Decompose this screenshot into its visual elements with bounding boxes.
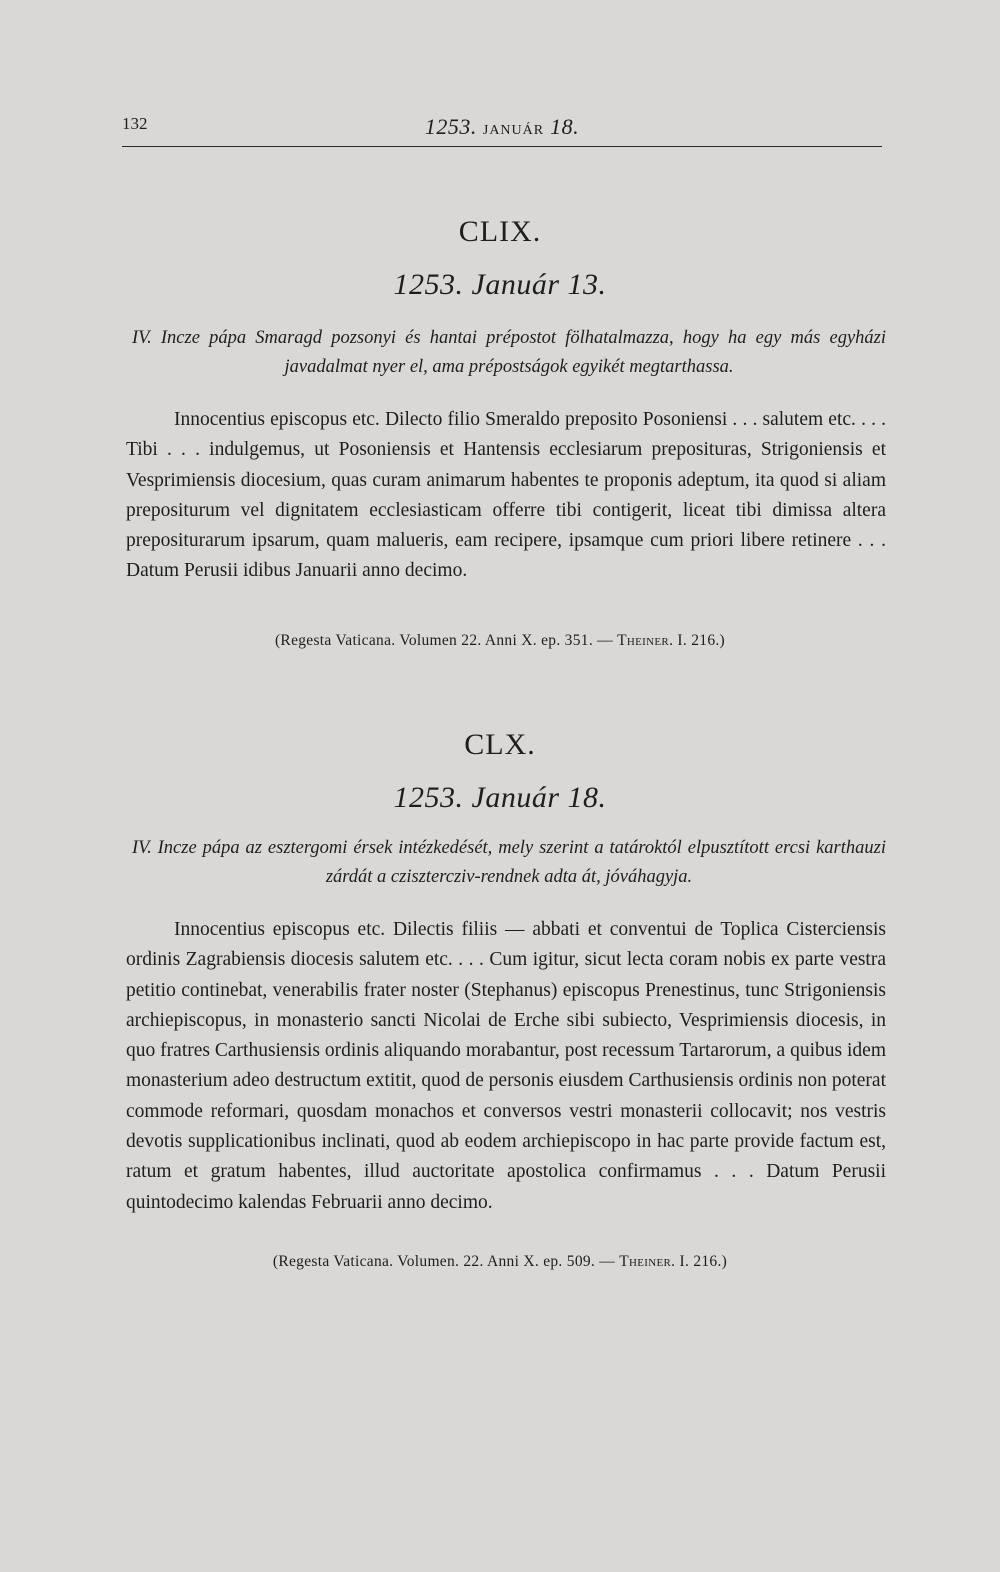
document-number: CLX.	[464, 728, 536, 761]
document-date: 1253. Január 13.	[393, 268, 607, 301]
running-title	[122, 114, 882, 140]
source-author: Theiner	[617, 632, 670, 649]
running-title-year: 1253.	[424, 114, 477, 139]
document-text	[126, 405, 886, 587]
source-citation: (Regesta Vaticana. Volumen. 22. Anni X. ep. 509. — Theiner. I. 216.)	[272, 1253, 728, 1270]
document-summary: IV. Incze pápa az esztergomi érsek intézkedését, mely szerint a tatároktól elpusztított ercsi karthauzi zárdát a czisztercziv-rendnek adta át, jóváhagyja.	[132, 838, 886, 887]
running-title-day: 18.	[550, 114, 580, 139]
running-title-month: JANUÁR	[482, 123, 545, 138]
source-citation: (Regesta Vaticana. Volumen 22. Anni X. ep. 351. — Theiner. I. 216.)	[274, 632, 726, 649]
document-summary: IV. Incze pápa Smaragd pozsonyi és hantai prépostot fölhatalmazza, hogy ha egy más egyházi javadalmat nyer el, ama prépostságok egyikét megtarthassa.	[132, 328, 886, 377]
document-number: CLIX.	[458, 215, 542, 248]
document-date: 1253. Január 18.	[393, 781, 607, 814]
running-head	[122, 112, 882, 147]
document-text-content: Innocentius episcopus etc. Dilecto filio Smeraldo preposito Posoniensi . . . salutem etc. . . . Tibi . . . indulgemus, ut Posoniensis et Hantensis ecclesiarum preposituras, Strigoniensis et Vesprimiensis diocesium, quas curam animarum habentes te proponis adeptum, ita quod si aliam prepositurum vel dignitatem ecclesiasticam offerre tibi contigerit, liceat tibi dimissa altera prepositurarum ipsarum, quam malueris, eam recipere, ipsamque cum priori libere retinere . . . Datum Perusii idibus Januarii anno decimo.	[126, 409, 886, 582]
page-number: 132	[122, 114, 148, 133]
source-author: Theiner	[619, 1253, 672, 1270]
document-text-content: Innocentius episcopus etc. Dilectis filiis — abbati et conventui de Toplica Cisterciensis ordinis Zagrabiensis diocesis salutem etc. . . . Cum igitur, sicut lecta coram nobis ex parte vestra petitio continebat, venerabilis frater noster (Stephanus) episcopus Prenestinus, tunc Strigoniensis archiepiscopus, in monasterio sancti Nicolai de Erche sibi subiecto, Vesprimiensis diocesis, in quo fratres Carthusiensis ordinis aliquando morabantur, post recessum Tartarorum, a quibus idem monasterium adeo destructum extitit, quod de personis eiusdem Carthusiensis ordinis non poterat commode reformari, quosdam monachos et conversos vestri monasterii collocavit; nos vestris devotis supplicationibus inclinati, quod ab eodem archiepiscopo in hac parte provide factum est, ratum et gratum habentes, illud auctoritate apostolica confirmamus . . . Datum Perusii quintodecimo kalendas Februarii anno decimo.	[126, 919, 886, 1213]
document-text	[126, 915, 886, 1218]
